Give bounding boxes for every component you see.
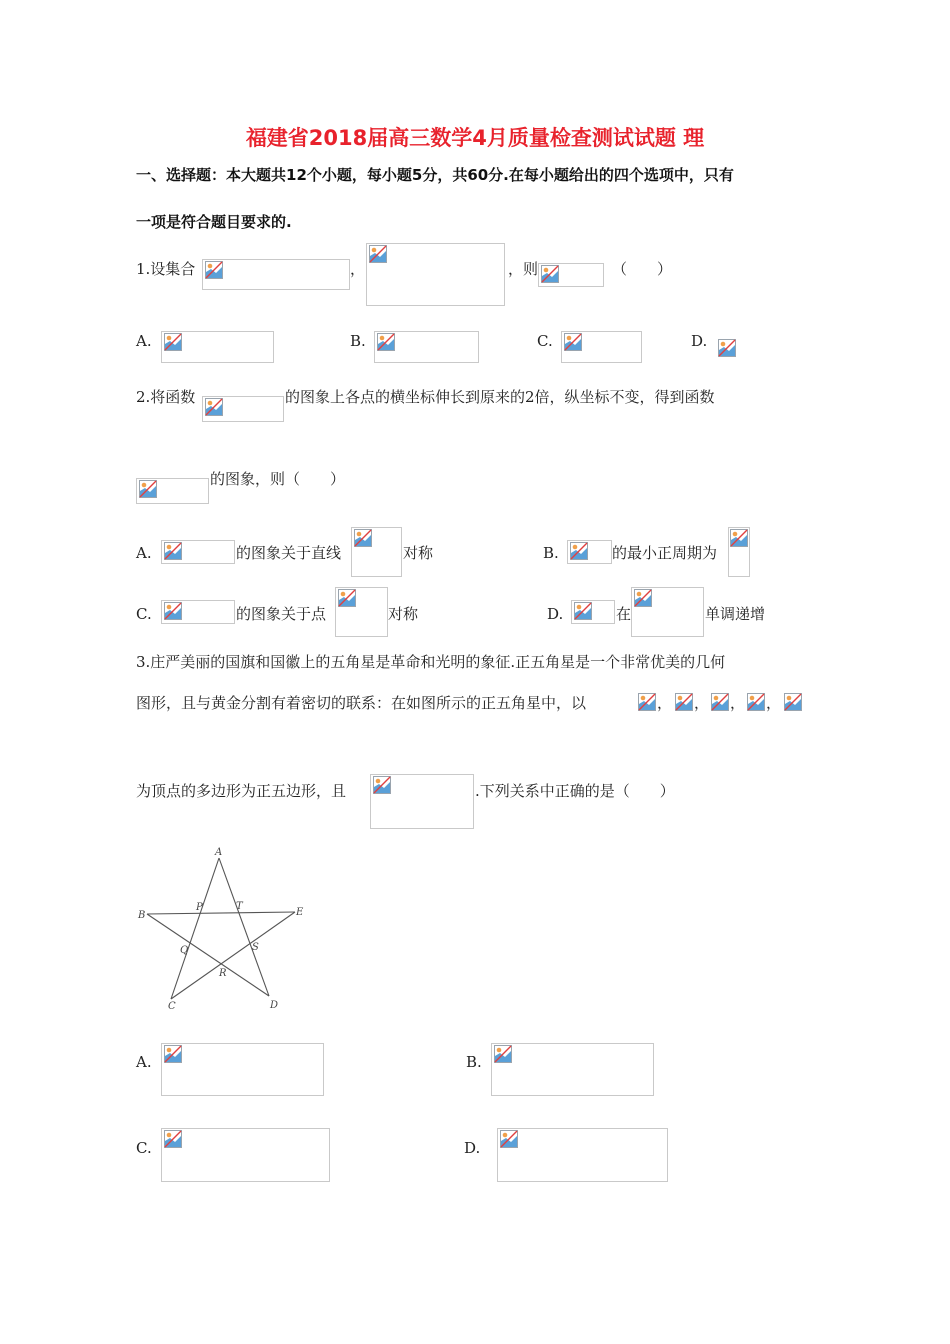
broken-image-icon [164, 1045, 182, 1063]
page-title: 福建省2018届高三数学4月质量检查测试试题 理 [245, 126, 705, 150]
q3-option-c-image [161, 1128, 330, 1182]
broken-image-icon [718, 339, 736, 357]
broken-image-icon [377, 333, 395, 351]
q1-option-a-label: A. [136, 332, 152, 350]
broken-image-icon [205, 261, 223, 279]
broken-image-icon [784, 693, 802, 711]
pentagram-figure [130, 842, 320, 1017]
q3-separator: ， [657, 694, 673, 712]
figure-label-e: E [296, 907, 304, 918]
q1-option-b-label: B. [350, 332, 366, 350]
q3-text-line3a: 为顶点的多边形为正五边形，且 [136, 782, 347, 800]
q1-then: ，则 [508, 260, 539, 278]
q2-option-d-label: D. [547, 605, 564, 623]
q2-option-b-label: B. [543, 544, 559, 562]
broken-image-icon [675, 693, 693, 711]
figure-label-d: D [270, 1000, 279, 1011]
q3-option-b-label: B. [466, 1053, 482, 1071]
broken-image-icon [711, 693, 729, 711]
figure-label-b: B [138, 910, 146, 921]
broken-image-icon [564, 333, 582, 351]
broken-image-icon [369, 245, 387, 263]
figure-label-c: C [168, 1001, 176, 1012]
broken-image-icon [139, 480, 157, 498]
broken-image-icon [164, 542, 182, 560]
q2-option-b-text1: 的最小正周期为 [612, 544, 718, 562]
q1-option-d-label: D. [691, 332, 708, 350]
broken-image-icon [730, 529, 748, 547]
broken-image-icon [354, 529, 372, 547]
broken-image-icon [338, 589, 356, 607]
broken-image-icon [373, 776, 391, 794]
q1-option-c-label: C. [537, 332, 553, 350]
figure-label-r: R [219, 968, 227, 979]
q3-separator: ， [694, 694, 710, 712]
figure-label-q: Q [180, 945, 189, 956]
q2-option-c-text1: 的图象关于点 [236, 605, 327, 623]
section-header-line1: 一、选择题：本大题共12个小题，每小题5分，共60分.在每小题给出的四个选项中，只有 [136, 166, 734, 184]
q3-text-line1: 3.庄严美丽的国旗和国徽上的五角星是革命和光明的象征.正五角星是一个非常优美的几何 [136, 653, 726, 671]
q2-option-a-label: A. [136, 544, 152, 562]
figure-label-p: P [196, 902, 203, 913]
broken-image-icon [570, 542, 588, 560]
broken-image-icon [638, 693, 656, 711]
broken-image-icon [574, 602, 592, 620]
q3-option-b-image [491, 1043, 654, 1096]
q1-comma: ， [350, 260, 366, 278]
q3-text-line2: 图形，且与黄金分割有着密切的联系：在如图所示的正五角星中，以 [136, 694, 587, 712]
q2-option-c-label: C. [136, 605, 152, 623]
q2-option-d-text2: 单调递增 [705, 605, 766, 623]
broken-image-icon [164, 333, 182, 351]
q2-option-d-text1: 在 [616, 605, 632, 623]
q2-text-line1: 的图象上各点的横坐标伸长到原来的2倍，纵坐标不变，得到函数 [285, 388, 715, 406]
broken-image-icon [164, 602, 182, 620]
q3-text-line3b: .下列关系中正确的是（ ） [475, 782, 675, 800]
q2-prefix: 2.将函数 [136, 388, 196, 406]
broken-image-icon [500, 1130, 518, 1148]
q2-option-a-text2: 对称 [403, 544, 434, 562]
q3-option-a-label: A. [136, 1053, 152, 1071]
broken-image-icon [747, 693, 765, 711]
q1-prefix: 1.设集合 [136, 260, 196, 278]
q1-set-a-image [202, 259, 350, 290]
broken-image-icon [541, 265, 559, 283]
q1-answer-paren: （ ） [612, 260, 673, 278]
section-header-line2: 一项是符合题目要求的. [136, 213, 292, 231]
q3-separator: ， [730, 694, 746, 712]
q2-option-c-text2: 对称 [388, 605, 419, 623]
broken-image-icon [164, 1130, 182, 1148]
q3-option-a-image [161, 1043, 324, 1096]
broken-image-icon [634, 589, 652, 607]
figure-label-s: S [252, 942, 259, 953]
q3-option-d-label: D. [464, 1139, 481, 1157]
q2-text-line2: 的图象，则（ ） [210, 470, 346, 488]
broken-image-icon [494, 1045, 512, 1063]
figure-label-t: T [236, 901, 243, 912]
q2-option-a-text1: 的图象关于直线 [236, 544, 342, 562]
q3-option-d-image [497, 1128, 668, 1182]
broken-image-icon [205, 398, 223, 416]
q3-separator: ， [766, 694, 782, 712]
q3-option-c-label: C. [136, 1139, 152, 1157]
figure-label-a: A [215, 847, 223, 858]
